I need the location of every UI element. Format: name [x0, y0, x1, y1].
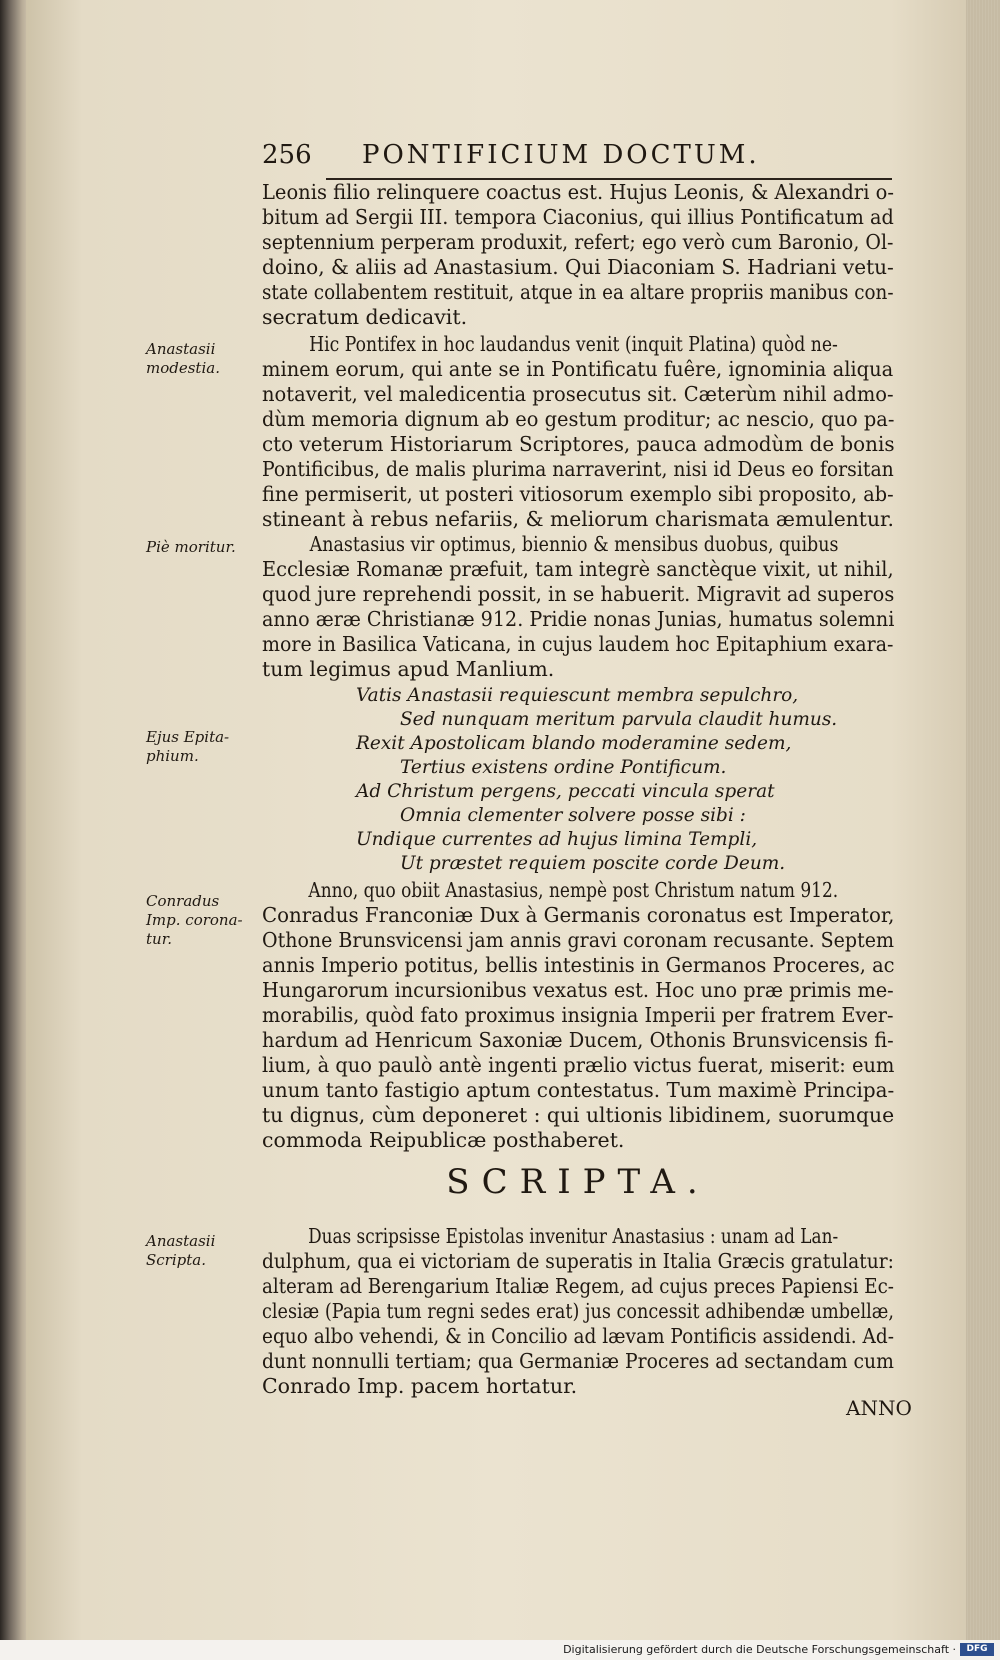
epitaph-verse: Omnia clementer solvere posse sibi :	[400, 805, 746, 826]
text-line: minem eorum, qui ante se in Pontificatu fuêre, ignominia aliqua	[262, 357, 894, 381]
epitaph-verse: Sed nunquam meritum parvula claudit humus.	[400, 709, 838, 730]
text-line: Ecclesiæ Romanæ præfuit, tam integrè sanctèque vixit, ut nihil,	[262, 557, 894, 581]
text-line: annis Imperio potitus, bellis intestinis in Germanos Proceres, ac	[262, 953, 895, 977]
margin-note-line: phium.	[146, 747, 199, 765]
text-line: Duas scripsisse Epistolas invenitur Anastasius : unam ad Lan-	[308, 1224, 839, 1248]
epitaph-verse: Undique currentes ad hujus limina Templi,	[356, 829, 758, 850]
margin-note-line: Conradus	[146, 892, 220, 910]
margin-note-line: Anastasii	[146, 340, 216, 358]
text-line: doino, & aliis ad Anastasium. Qui Diaconiam S. Hadriani vetu-	[262, 255, 894, 279]
text-line: morabilis, quòd fato proximus insignia Imperii per fratrem Ever-	[262, 1003, 894, 1027]
margin-note-line: Piè moritur.	[146, 538, 236, 556]
page-edges	[960, 0, 1000, 1640]
text-line: Pontificibus, de malis plurima narraverint, nisi id Deus eo forsitan	[262, 457, 894, 481]
margin-note-line: Imp. corona-	[146, 911, 243, 929]
paragraph-anastasius	[262, 532, 894, 682]
text-line: dùm memoria dignum ab eo gestum proditur; ac nescio, quo pa-	[262, 407, 895, 431]
epitaph-verse: Tertius existens ordine Pontificum.	[400, 757, 727, 778]
epitaph-verse: Rexit Apostolicam blando moderamine sedem,	[356, 733, 792, 754]
text-line: bitum ad Sergii III. tempora Ciaconius, qui illius Pontificatum ad	[262, 205, 894, 229]
footer-credit-text: Digitalisierung gefördert durch die Deutsche Forschungsgemeinschaft ·	[563, 1643, 956, 1656]
text-line: alteram ad Berengarium Italiæ Regem, ad cujus preces Papiensi Ec-	[262, 1274, 894, 1298]
text-line: Hungarorum incursionibus vexatus est. Hoc uno præ primis me-	[262, 978, 894, 1002]
epitaph-verse: Ad Christum pergens, peccati vincula sperat	[356, 781, 775, 802]
text-line: notaverit, vel maledicentia prosecutus sit. Cæterùm nihil admo-	[262, 382, 894, 406]
margin-note-line: tur.	[146, 930, 172, 948]
epitaph-verse: Vatis Anastasii requiescunt membra sepulchro,	[356, 685, 799, 706]
text-line: lium, à quo paulò antè ingenti prælio victus fuerat, miserit: eum	[262, 1053, 895, 1077]
text-line: dulphum, qua ei victoriam de superatis in Italia Græcis gratulatur:	[262, 1249, 894, 1273]
text-line: Conrado Imp. pacem hortatur.	[262, 1374, 578, 1398]
text-line: more in Basilica Vaticana, in cujus laudem hoc Epitaphium exara-	[262, 632, 894, 656]
text-line: equo albo vehendi, & in Concilio ad lævam Pontificis assidendi. Ad-	[262, 1324, 894, 1348]
epitaph-verse: Ut præstet requiem poscite corde Deum.	[400, 853, 786, 874]
catchword: ANNO	[846, 1396, 912, 1420]
section-heading: SCRIPTA.	[446, 1162, 710, 1202]
running-title: PONTIFICIUM DOCTUM.	[362, 140, 760, 170]
text-line: Leonis filio relinquere coactus est. Hujus Leonis, & Alexandri o-	[262, 180, 894, 204]
margin-note-modestia	[146, 340, 258, 378]
margin-note-line: modestia.	[146, 359, 220, 377]
text-line: Anno, quo obiit Anastasius, nempè post Christum natum 912.	[308, 878, 839, 902]
text-line: secratum dedicavit.	[262, 305, 468, 329]
margin-note-line: Anastasii	[146, 1232, 216, 1250]
text-line: septennium perperam produxit, refert; ego verò cum Baronio, Ol-	[262, 230, 894, 254]
text-line: state collabentem restituit, atque in ea altare propriis manibus con-	[262, 280, 894, 304]
margin-note-scripta	[146, 1232, 258, 1270]
margin-note-epitaphium	[146, 728, 258, 766]
text-line: Anastasius vir optimus, biennio & mensibus duobus, quibus	[309, 532, 839, 556]
margin-note-moritur	[146, 538, 258, 557]
margin-note-line: Scripta.	[146, 1251, 206, 1269]
text-line: hardum ad Henricum Saxoniæ Ducem, Othonis Brunsvicensis fi-	[262, 1028, 894, 1052]
text-line: Hic Pontifex in hoc laudandus venit (inquit Platina) quòd ne-	[309, 332, 838, 356]
text-line: anno æræ Christianæ 912. Pridie nonas Junias, humatus solemni	[262, 607, 895, 631]
paragraph-scripta	[262, 1224, 894, 1399]
paragraph-conradus	[262, 878, 894, 1153]
epitaph-verses	[356, 684, 876, 876]
margin-note-conradus	[146, 892, 258, 949]
text-line: Conradus Franconiæ Dux à Germanis coronatus est Imperator,	[262, 903, 895, 927]
dfg-logo: DFG	[960, 1643, 994, 1656]
paragraph-leonis	[262, 180, 894, 330]
digitization-footer	[0, 1640, 1000, 1660]
text-line: tum legimus apud Manlium.	[262, 657, 555, 681]
text-line: stineant à rebus nefariis, & meliorum charismata æmulentur.	[262, 507, 894, 531]
page-header	[262, 140, 892, 180]
text-line: Othone Brunsvicensi jam annis gravi coronam recusante. Septem	[262, 928, 894, 952]
paragraph-platina	[262, 332, 894, 532]
text-line: dunt nonnulli tertiam; qua Germaniæ Proceres ad sectandam cum	[262, 1349, 894, 1373]
text-line: cto veterum Historiarum Scriptores, pauca admodùm de bonis	[262, 432, 895, 456]
text-line: commoda Reipublicæ posthaberet.	[262, 1128, 625, 1152]
book-page	[26, 0, 966, 1640]
text-line: clesiæ (Papia tum regni sedes erat) jus concessit adhibendæ umbellæ,	[262, 1299, 894, 1323]
margin-note-line: Ejus Epita-	[146, 728, 230, 746]
text-line: tu dignus, cùm deponeret : qui ultionis libidinem, suorumque	[262, 1103, 895, 1127]
page-number: 256	[262, 140, 312, 170]
text-line: fine permiserit, ut posteri vitiosorum exemplo sibi proposito, ab-	[262, 482, 894, 506]
text-line: unum tanto fastigio aptum contestatus. Tum maximè Principa-	[262, 1078, 895, 1102]
text-line: quod jure reprehendi possit, in se habuerit. Migravit ad superos	[262, 582, 895, 606]
